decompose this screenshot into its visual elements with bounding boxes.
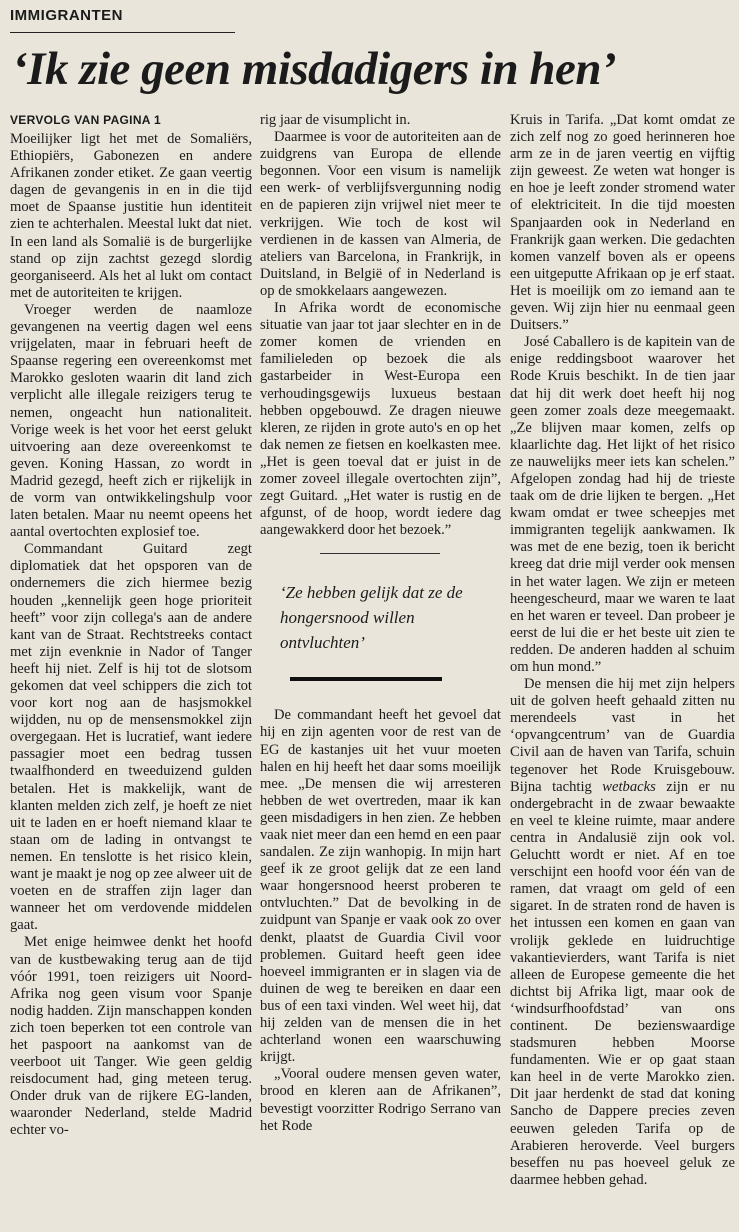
column-2 (260, 112, 501, 1135)
body-paragraph: Daarmee is voor de autoriteiten aan de zuidgrens van Europa de ellende begonnen. Voor een visum is namelijk een werk- of verblijfsvergunning nodig en de papieren zijn vrijwel niet meer te verkrijgen. Wie toch de kost wil verdienen in de kassen van Almeria, de ateliers van Barcelona, in Frankrijk, in Duitsland, in België of in Nederland is op de smokkelaars aangewezen. (260, 129, 501, 299)
body-paragraph: In Afrika wordt de economische situatie van jaar tot jaar slechter en in de zomer komen de vrienden en familieleden op bezoek die als gastarbeider in West-Europa een verhoudingsgewijs luxueus bestaan hebben opgebouwd. Ze dragen nieuwe kleren, ze rijden in grote auto's en op het dak nemen ze fietsen en koelkasten mee. „Het is geen toeval dat er juist in de zomer zoveel illegale overtochten zijn”, zegt Guitard. „Het water is rustig en de afgunst, of de hoop, wordt iedere dag aangewakkerd door het bezoek.” (260, 300, 501, 539)
pull-quote-rule-bottom (290, 677, 442, 681)
body-paragraph: rig jaar de visumplicht in. (260, 112, 411, 128)
headline: ‘Ik zie geen misdadigers in hen’ (12, 43, 617, 95)
body-paragraph: De commandant heeft het gevoel dat hij en zijn agenten voor de rest van de EG de kastanjes uit het vuur moeten halen en hij heeft het daar soms moeilijk mee. „De mensen die wij arresteren hebben de wet overtreden, maar ik kan geen misdadigers in hen zien. Ze hebben vaak niet meer dan een hemd en een paar sandalen. Ze zijn wanhopig. In mijn hart geef ik ze groot gelijk dat ze een land waar hongersnood heerst proberen te ontvluchten.” Dat de bevolking in de zuidpunt van Spanje er vaak ook zo over denkt, plaatst de Guardia Civil voor problemen. Guitard heeft geen idee hoeveel immigranten er in slagen via de duinen de weg te bereiken en daar een bus of een taxi vinden. Wel weet hij, dat hij zelden van de mensen die in het achterland wonen een waarschuwing krijgt. (260, 707, 501, 1066)
body-paragraph: Kruis in Tarifa. „Dat komt omdat ze zich zelf nog zo goed herinneren hoe arm ze in de jaren veertig en vijftig zijn geweest. Ze weten wat honger is en hoe je leeft zonder stromend water of elektriciteit. In die tijd moesten Spanjaarden ook in Nederland en Frankrijk gaan werken. Die gedachten komen vanzelf boven als er opeens een uitgeputte Afrikaan op je erf staat. Het is moeilijk om zo iemand aan te geven. Wij zijn hier nu eenmaal geen Duitsers.” (510, 112, 735, 334)
column-1 (10, 112, 252, 1140)
body-text: zijn er nu ondergebracht in de zwaar bewaakte en veel te kleine ruimte, maar andere centra in Andalusië zijn ook vol. Geluchtt wordt er niet. Af en toe verschijnt een hoofd voor één van de ramen, dat vraagt om geld of een sigaret. In de straten rond de haven is het intussen een komen en gaan van vrolijk geklede en luidruchtige vakantievierders, want Tarifa is niet alleen de Europese gemeente die het dichtst bij Afrika ligt, maar ook de ‘windsurfhoofdstad’ van ons continent. De bezienswaardige stadsmuren hebben Moorse fundamenten. Wie er op gaat staan kan heel in de verte Marokko zien. Dit jaar herdenkt de stad dat koning Sancho de Dappere precies zeven eeuwen geleden Tarifa op de Arabieren heroverde. Veel burgers beseffen nu pas hoeveel geluk ze daarmee hebben gehad. (510, 778, 735, 1188)
body-paragraph: José Caballero is de kapitein van de enige reddingsboot waarover het Rode Kruis beschikt. In de tien jaar dat hij dit werk doet heeft hij nog geen zomer zoals deze meegemaakt. „Ze blijven maar komen, zelfs op klaarlichte dag. Het lijkt of het risico ze nauwelijks meer iets kan schelen.” Afgelopen zondag had hij de trieste taak om de drie lijken te bergen. „Het kwam omdat er twee scheepjes met immigranten tegelijk aankwamen. Ik was met de ene bezig, toen ik bericht kreeg dat drie mijl verder ook mensen in het water lagen. We zijn er meteen heengescheurd, maar we waren te laat en het waren er teveel. Dan probeer je eerst de lui die er het beste uit zien te redden. De anderen hadden al schuim om hun mond.” (510, 334, 735, 675)
body-paragraph: Moeilijker ligt het met de Somaliërs, Ethiopiërs, Gabonezen en andere Afrikanen zonder etiket. Ze gaan veertig dagen de gevangenis in en in die tijd moet de Spaanse justitie hun identiteit zien te achterhalen. Meestal lukt dat niet. In een land als Somalië is de burgerlijke stand op zijn zachtst gezegd slordig georganiseerd. Als het al lukt om contact met de autoriteiten te krijgen. (10, 131, 252, 301)
body-paragraph: Met enige heimwee denkt het hoofd van de kustbewaking terug aan de tijd vóór 1991, toen reizigers uit Noord-Afrika nog geen visum voor Spanje nodig hadden. Zijn manschappen konden zich toen beperken tot een controle van het paspoort na aankomst van de veerboot uit Tanger. Wie geen geldig reisdocument had, ging meteen terug. Onder druk van de rijkere EG-landen, waaronder Nederland, stelde Madrid echter vo- (10, 934, 252, 1139)
section-rule (10, 32, 235, 33)
body-paragraph: Commandant Guitard zegt diplomatiek dat het opsporen van de ondernemers die zich hiermee bezig houden „kennelijk geen hoge prioriteit heeft” voor zijn collega's aan de andere kant van de Straat. Rechtstreeks contact met zijn evenknie in Nador of Tanger heeft hij niet. Zelf is hij tot de slotsom gekomen dat veel schippers die zich tot voor kort nog aan de hasjsmokkel wijdden, nu op de mensensmokkel zijn overgegaan. Het is lucratief, want iedere passagier moet een bedrag tussen twaalfhonderd en tweeduizend gulden betalen. Het is makkelijk, want de klanten melden zich zelf, je hoeft ze niet uit te laden en er hoeft niemand klaar te staan om de lading in ontvangst te nemen. En tenslotte is het risico klein, want je maakt je nog op zee alweer uit de voeten en de straffen zijn lager dan wanneer het om verdovende middelen gaat. (10, 541, 252, 934)
pull-quote: ‘Ze hebben gelijk dat ze de hongersnood willen ontvluchten’ (280, 583, 463, 653)
body-paragraph (510, 676, 735, 1189)
section-label: IMMIGRANTEN (10, 7, 123, 24)
italic-term: wetbacks (602, 778, 656, 795)
body-paragraph: Vroeger werden de naamloze gevangenen na veertig dagen wel eens vrijgelaten, maar in februari heeft de Spaanse regering een overeenkomst met Marokko gesloten waarin dit land zich verplicht alle illegale reizigers terug te nemen, ongeacht hun nationaliteit. Vorige week is het voor het eerst gelukt uitvoering aan deze overeenkomst te geven. Koning Hassan, zo wordt in Madrid gezegd, heeft zich er rijkelijk in de vorm van ontwikkelingshulp voor laten betalen. Maar nu neemt opeens het aantal overtochten explosief toe. (10, 301, 252, 541)
body-paragraph: „Vooral oudere mensen geven water, brood en kleren aan de Afrikanen”, bevestigt voorzitter Rodrigo Serrano van het Rode (260, 1066, 501, 1134)
column-3 (510, 112, 735, 1189)
pull-quote-rule-top (320, 553, 440, 554)
body-text: De mensen die hij met zijn helpers uit de golven heeft gehaald zitten nu merendeels vast in het ‘opvangcentrum’ van de Guardia Civil aan de haven van Tarifa, schuin tegenover het Rode Kruisgebouw. Bijna tachtig (510, 676, 735, 795)
continued-from-label: VERVOLG VAN PAGINA 1 (10, 113, 161, 127)
